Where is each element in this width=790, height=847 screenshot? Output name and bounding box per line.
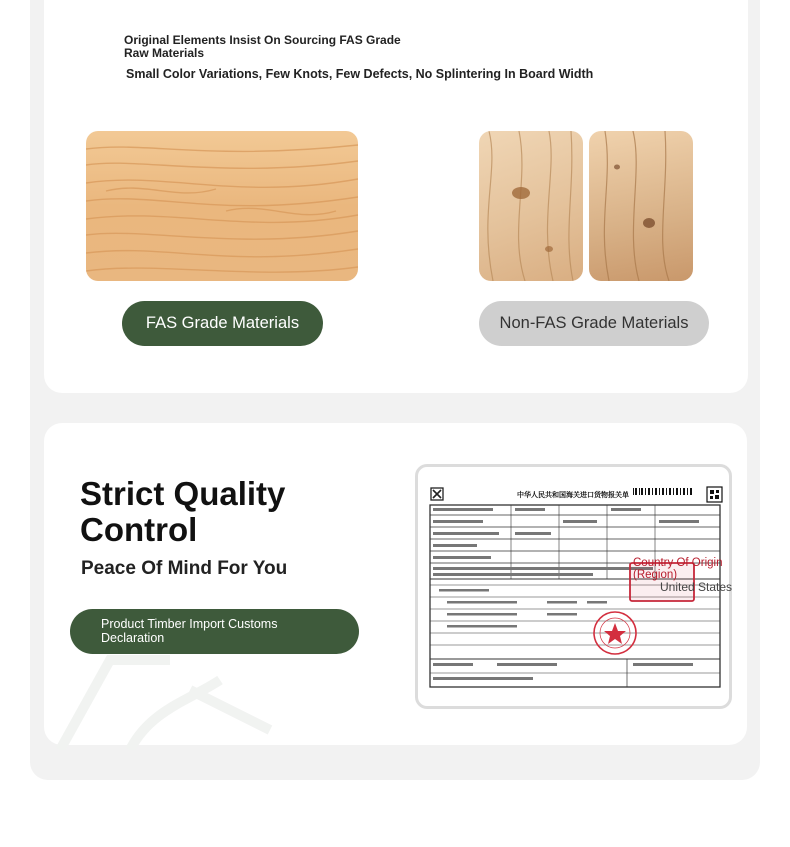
fas-wood-image <box>86 131 358 281</box>
customs-declaration-button[interactable]: Product Timber Import Customs Declaration <box>70 609 359 654</box>
section-title: Strict Quality Control <box>80 475 286 548</box>
non-fas-wood-image-2 <box>589 131 693 281</box>
section-subtitle: Peace Of Mind For You <box>81 558 288 579</box>
sourcing-statement: Original Elements Insist On Sourcing FAS Grade Raw Materials <box>124 33 401 60</box>
fas-grade-button[interactable]: FAS Grade Materials <box>122 301 323 346</box>
origin-value: United States <box>660 580 733 594</box>
non-fas-wood-image-1 <box>479 131 583 281</box>
origin-label: Country Of Origin (Region) <box>633 557 723 581</box>
svg-text:中华人民共和国海关进口货物报关单: 中华人民共和国海关进口货物报关单 <box>517 491 629 499</box>
non-fas-grade-button[interactable]: Non-FAS Grade Materials <box>479 301 709 346</box>
quality-features: Small Color Variations, Few Knots, Few Defects, No Splintering In Board Width <box>126 67 594 81</box>
